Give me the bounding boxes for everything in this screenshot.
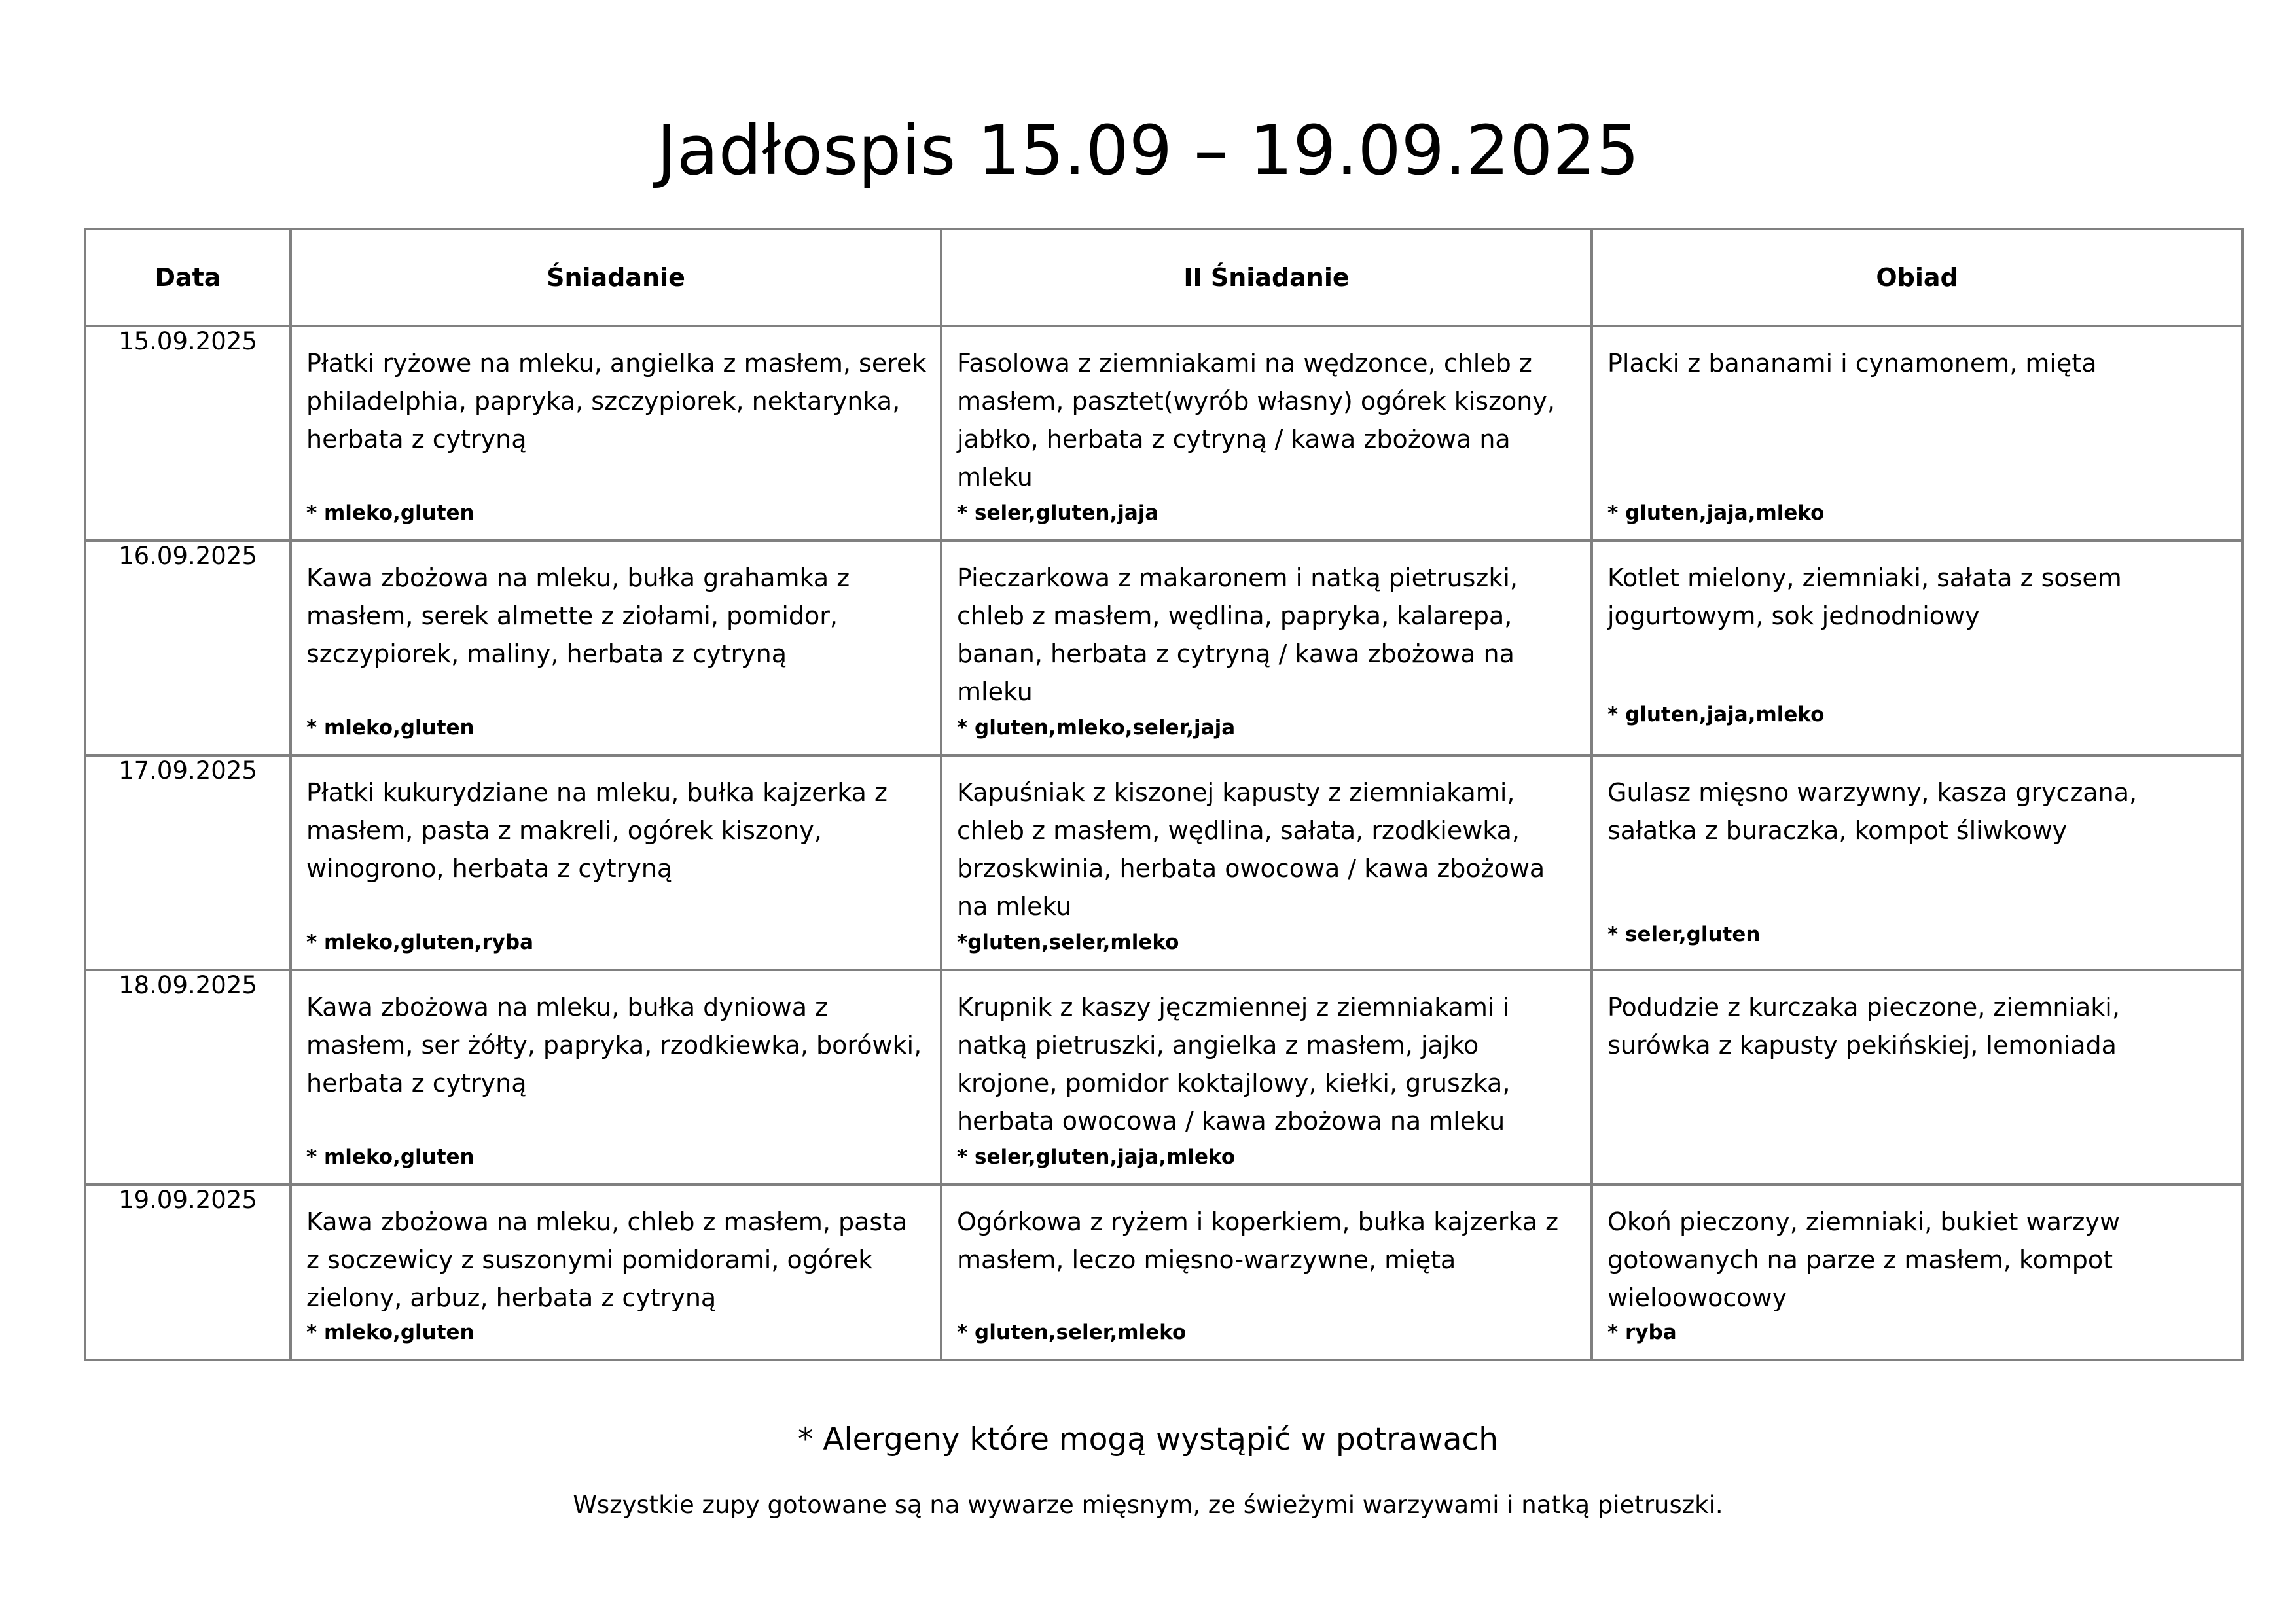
breakfast-cell xyxy=(291,541,941,755)
column-header-breakfast: Śniadanie xyxy=(291,229,941,326)
allergen-note: * ryba xyxy=(1607,1321,1677,1344)
allergen-note: * mleko,gluten,ryba xyxy=(306,931,533,954)
allergen-note: * mleko,gluten xyxy=(306,501,475,525)
dish-text: Podudzie z kurczaka pieczone, ziemniaki, surówka z kapusty pekińskiej, lemoniada xyxy=(1607,993,2120,1060)
table-row xyxy=(85,326,2242,541)
allergen-note: * mleko,gluten xyxy=(306,716,475,740)
date-cell: 18.09.2025 xyxy=(85,970,291,1185)
dish-text: Płatki ryżowe na mleku, angielka z masłem, serek philadelphia, papryka, szczypiorek, nektarynka, herbata z cytryną xyxy=(306,349,927,454)
breakfast-cell xyxy=(291,1185,941,1360)
breakfast-cell xyxy=(291,970,941,1185)
second-breakfast-cell xyxy=(941,1185,1592,1360)
allergen-note: * mleko,gluten xyxy=(306,1145,475,1169)
allergen-note: * gluten,seler,mleko xyxy=(957,1321,1187,1344)
dish-text: Fasolowa z ziemniakami na wędzonce, chleb z masłem, pasztet(wyrób własny) ogórek kiszony, jabłko, herbata z cytryną / kawa zbożowa na mleku xyxy=(957,349,1555,491)
second-breakfast-cell xyxy=(941,970,1592,1185)
lunch-cell xyxy=(1592,541,2242,755)
second-breakfast-cell xyxy=(941,326,1592,541)
table-row xyxy=(85,755,2242,970)
dish-text: Kawa zbożowa na mleku, bułka grahamka z masłem, serek almette z ziołami, pomidor, szczypiorek, maliny, herbata z cytryną xyxy=(306,563,850,668)
column-header-lunch: Obiad xyxy=(1592,229,2242,326)
allergen-note: * seler,gluten xyxy=(1607,923,1761,946)
table-row xyxy=(85,1185,2242,1360)
second-breakfast-cell xyxy=(941,541,1592,755)
allergen-note: *gluten,seler,mleko xyxy=(957,931,1179,954)
date-cell: 16.09.2025 xyxy=(85,541,291,755)
allergen-note: * seler,gluten,jaja,mleko xyxy=(957,1145,1236,1169)
column-header-date: Data xyxy=(85,229,291,326)
dish-text: Pieczarkowa z makaronem i natką pietruszki, chleb z masłem, wędlina, papryka, kalarepa, banan, herbata z cytryną / kawa zbożowa na mleku xyxy=(957,563,1518,706)
date-cell: 15.09.2025 xyxy=(85,326,291,541)
table-row xyxy=(85,541,2242,755)
dish-text: Płatki kukurydziane na mleku, bułka kajzerka z masłem, pasta z makreli, ogórek kiszony, winogrono, herbata z cytryną xyxy=(306,778,888,883)
dish-text: Kawa zbożowa na mleku, bułka dyniowa z masłem, ser żółty, papryka, rzodkiewka, borówki, herbata z cytryną xyxy=(306,993,922,1097)
dish-text: Okoń pieczony, ziemniaki, bukiet warzyw gotowanych na parze z masłem, kompot wieloowocowy xyxy=(1607,1207,2121,1312)
breakfast-cell xyxy=(291,755,941,970)
dish-text: Kotlet mielony, ziemniaki, sałata z sosem jogurtowym, sok jednodniowy xyxy=(1607,563,2122,630)
date-cell: 19.09.2025 xyxy=(85,1185,291,1360)
allergen-note: * gluten,jaja,mleko xyxy=(1607,703,1825,726)
allergen-note: * gluten,jaja,mleko xyxy=(1607,501,1825,525)
dish-text: Krupnik z kaszy jęczmiennej z ziemniakami i natką pietruszki, angielka z masłem, jajko krojone, pomidor koktajlowy, kiełki, gruszka, herbata owocowa / kawa zbożowa na mleku xyxy=(957,993,1511,1135)
lunch-cell xyxy=(1592,755,2242,970)
dish-text: Kapuśniak z kiszonej kapusty z ziemniakami, chleb z masłem, wędlina, sałata, rzodkiewka, brzoskwinia, herbata owocowa / kawa zbożowa na mleku xyxy=(957,778,1545,921)
soup-note: Wszystkie zupy gotowane są na wywarze mięsnym, ze świeżymi warzywami i natką pietruszki. xyxy=(573,1491,1723,1519)
page-title: Jadłospis 15.09 – 19.09.2025 xyxy=(656,111,1640,190)
menu-table xyxy=(84,228,2244,1361)
allergen-note: * mleko,gluten xyxy=(306,1321,475,1344)
date-cell: 17.09.2025 xyxy=(85,755,291,970)
dish-text: Ogórkowa z ryżem i koperkiem, bułka kajzerka z masłem, leczo mięsno-warzywne, mięta xyxy=(957,1207,1559,1274)
dish-text: Gulasz mięsno warzywny, kasza gryczana, sałatka z buraczka, kompot śliwkowy xyxy=(1607,778,2138,845)
lunch-cell xyxy=(1592,1185,2242,1360)
second-breakfast-cell xyxy=(941,755,1592,970)
column-header-second-breakfast: II Śniadanie xyxy=(941,229,1592,326)
breakfast-cell xyxy=(291,326,941,541)
allergen-footnote: * Alergeny które mogą wystąpić w potrawach xyxy=(797,1421,1499,1457)
allergen-note: * gluten,mleko,seler,jaja xyxy=(957,716,1236,740)
table-row xyxy=(85,970,2242,1185)
allergen-note: * seler,gluten,jaja xyxy=(957,501,1159,525)
dish-text: Placki z bananami i cynamonem, mięta xyxy=(1607,349,2097,378)
lunch-cell xyxy=(1592,970,2242,1185)
lunch-cell xyxy=(1592,326,2242,541)
header-row xyxy=(85,229,2242,326)
dish-text: Kawa zbożowa na mleku, chleb z masłem, pasta z soczewicy z suszonymi pomidorami, ogórek zielony, arbuz, herbata z cytryną xyxy=(306,1207,908,1312)
